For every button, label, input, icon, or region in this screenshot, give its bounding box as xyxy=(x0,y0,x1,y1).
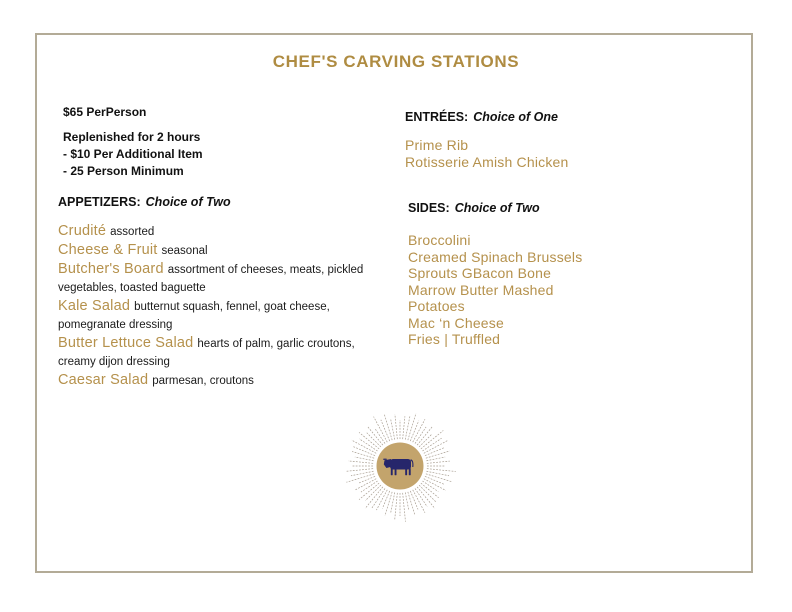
item-name: Caesar Salad xyxy=(58,372,149,388)
list-item xyxy=(58,371,382,390)
entrees-heading xyxy=(405,110,705,124)
pricing-detail-line: - 25 Person Minimum xyxy=(63,164,184,178)
list-item: Prime Rib xyxy=(405,137,469,153)
list-item: Mac ‘n Cheese xyxy=(408,314,504,331)
item-name: Crudité xyxy=(58,223,107,239)
item-description: assortment of cheeses, meats, pickled vegetables, toasted baguette xyxy=(58,264,364,294)
entrees-choice-note: Choice of One xyxy=(473,110,558,124)
sides-heading xyxy=(408,201,708,215)
list-item: Marrow Butter Mashed xyxy=(408,281,554,298)
appetizers-heading xyxy=(58,195,382,209)
pricing-detail-line: - $10 Per Additional Item xyxy=(63,147,203,161)
sides-section xyxy=(408,201,708,348)
list-item xyxy=(58,260,382,297)
entrees-list xyxy=(405,137,705,171)
appetizers-heading-label: APPETIZERS: xyxy=(58,195,141,209)
list-item xyxy=(58,222,382,241)
item-name: Butter Lettuce Salad xyxy=(58,335,194,351)
item-name: Cheese & Fruit xyxy=(58,242,158,258)
item-description: parmesan, croutons xyxy=(152,375,254,387)
sides-list xyxy=(408,232,708,348)
item-name: Kale Salad xyxy=(58,298,131,314)
item-description: assorted xyxy=(110,226,155,238)
entrees-section xyxy=(405,110,705,171)
price-per-person: $65 PerPerson xyxy=(63,105,147,119)
appetizers-section xyxy=(58,195,382,390)
item-description: butternut squash, fennel, goat cheese, pomegranate dressing xyxy=(58,301,330,331)
item-name: Butcher's Board xyxy=(58,261,164,277)
list-item: Sprouts GBacon Bone xyxy=(408,265,552,281)
list-item: Broccolini xyxy=(408,232,471,248)
list-item xyxy=(58,334,382,371)
list-item xyxy=(58,297,382,334)
entrees-heading-label: ENTRÉES: xyxy=(405,110,469,124)
list-item xyxy=(58,241,382,260)
pricing-detail-line: Replenished for 2 hours xyxy=(63,130,201,144)
item-description: seasonal xyxy=(161,245,208,257)
list-item: Fries | Truffled xyxy=(408,331,501,347)
list-item: Potatoes xyxy=(408,298,465,314)
bull-sunburst-svg xyxy=(343,411,457,523)
bull-sunburst-logo xyxy=(343,411,457,523)
appetizers-choice-note: Choice of Two xyxy=(145,195,231,209)
page-title: CHEF'S CARVING STATIONS xyxy=(272,52,520,71)
list-item: Creamed Spinach Brussels xyxy=(408,248,583,265)
sides-heading-label: SIDES: xyxy=(408,201,450,215)
sides-choice-note: Choice of Two xyxy=(454,201,540,215)
list-item: Rotisserie Amish Chicken xyxy=(405,154,569,170)
pricing-block xyxy=(63,104,363,180)
appetizers-list xyxy=(58,222,382,390)
item-description: hearts of palm, garlic croutons, creamy dijon dressing xyxy=(58,338,355,368)
